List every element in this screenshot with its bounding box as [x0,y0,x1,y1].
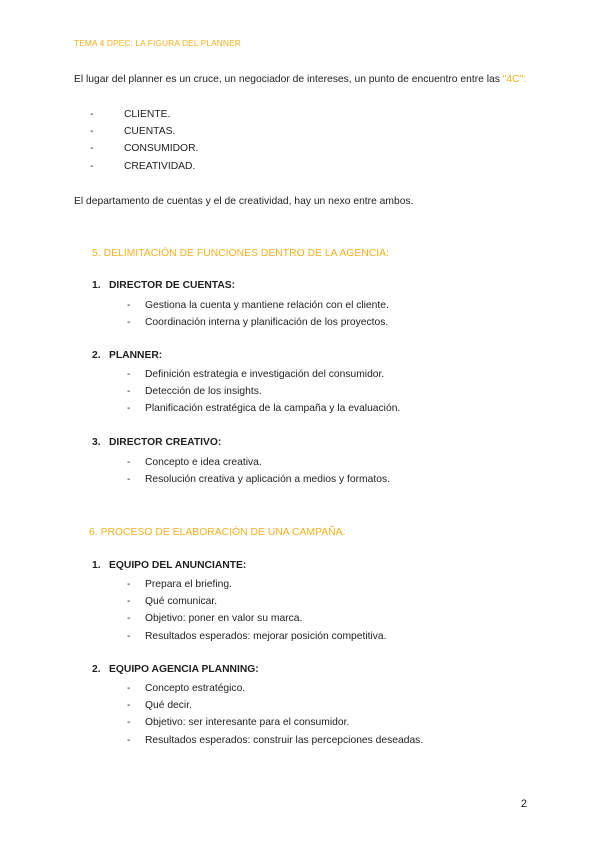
director-cuentas-heading: 1. DIRECTOR DE CUENTAS: [92,280,236,291]
list-item: - Resultados esperados: construir las percepciones deseadas. [127,734,424,746]
list-item: - Detección de los insights. [127,386,262,398]
intro-highlight-4c: "4C": [502,74,527,85]
list-item: - CREATIVIDAD. [90,160,196,172]
list-item: - CLIENTE. [90,109,171,120]
equipo-agencia-heading: 2. EQUIPO AGENCIA PLANNING: [92,664,259,675]
equipo-anunciante-list [127,576,467,645]
director-creativo-list [127,454,467,488]
intro-text: El lugar del planner es un cruce, un negociador de intereses, un punto de encuentro entre las [74,74,503,85]
director-creativo-heading: 3. DIRECTOR CREATIVO: [92,437,222,448]
list-item: - Objetivo: ser interesante para el consumidor. [127,717,350,729]
list-item: - Resultados esperados: mejorar posición competitiva. [127,630,387,642]
list-item: - Qué decir. [127,700,192,712]
list-item: - CUENTAS. [90,126,176,138]
section-5-title: 5. DELIMITACIÓN DE FUNCIONES DENTRO DE LA AGENCIA: [92,248,389,259]
list-item: - Concepto e idea creativa. [127,457,262,468]
page-number: 2 [520,798,527,810]
page-header: TEMA 4 DPEC: LA FIGURA DEL PLANNER [74,38,241,48]
list-item: - Concepto estratégico. [127,683,246,694]
planner-heading: 2. PLANNER: [92,350,163,361]
list-item: - CONSUMIDOR. [90,143,199,155]
intro-paragraph [74,71,534,89]
equipo-anunciante-heading: 1. EQUIPO DEL ANUNCIANTE: [92,560,247,571]
list-item: - Planificación estratégica de la campaña y la evaluación. [127,403,401,415]
list-item: - Definición estrategia e investigación del consumidor. [127,369,385,380]
planner-list [127,366,467,418]
list-item: - Coordinación interna y planificación de los proyectos. [127,317,389,329]
4c-list [90,106,390,175]
nexus-paragraph: El departamento de cuentas y el de creatividad, hay un nexo entre ambos. [74,196,414,207]
list-item: - Resolución creativa y aplicación a medios y formatos. [127,474,390,486]
director-cuentas-list [127,297,467,331]
equipo-agencia-list [127,680,487,749]
list-item: - Gestiona la cuenta y mantiene relación con el cliente. [127,300,389,311]
list-item: - Objetivo: poner en valor su marca. [127,613,303,625]
list-item: - Qué comunicar. [127,596,218,608]
section-6-title: 6. PROCESO DE ELABORACIÓN DE UNA CAMPAÑA: [89,527,346,538]
list-item: - Prepara el briefing. [127,579,233,590]
